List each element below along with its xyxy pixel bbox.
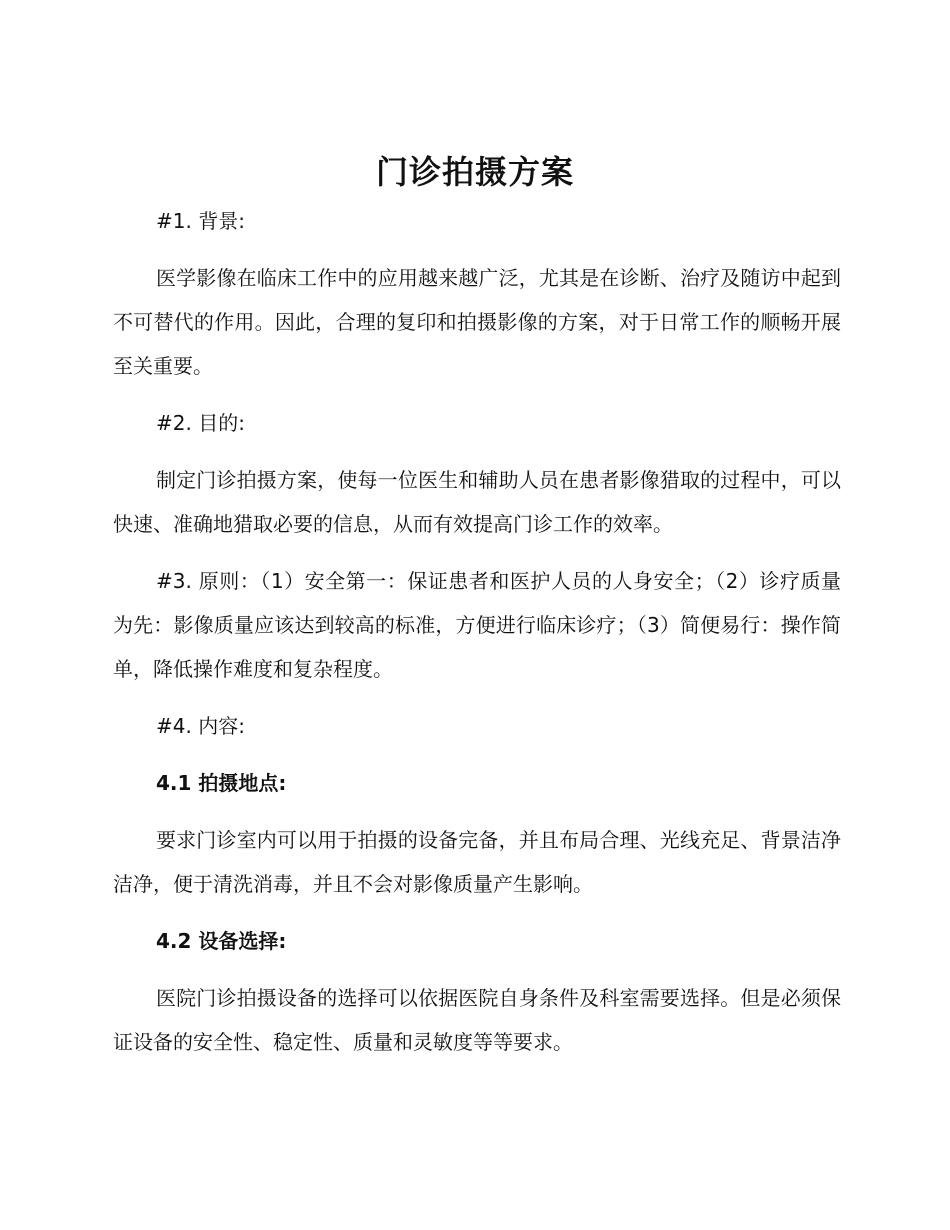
heading-purpose: #2. 目的: — [156, 411, 245, 435]
document-body — [113, 199, 841, 1077]
background-paragraph: 医学影像在临床工作中的应用越来越广泛，尤其是在诊断、治疗及随访中起到不可替代的作用。因此，合理的复印和拍摄影像的方案，对于日常工作的顺畅开展至关重要。 — [113, 266, 841, 378]
location-paragraph: 要求门诊室内可以用于拍摄的设备完备，并且布局合理、光线充足、背景洁净洁净，便于清洗消毒，并且不会对影像质量产生影响。 — [113, 828, 841, 896]
document-title: 门诊拍摄方案 — [375, 153, 574, 191]
subheading-equipment: 4.2 设备选择: — [156, 929, 287, 953]
subheading-location: 4.1 拍摄地点: — [156, 771, 287, 795]
heading-content: #4. 内容: — [156, 714, 245, 738]
equipment-paragraph: 医院门诊拍摄设备的选择可以依据医院自身条件及科室需要选择。但是必须保证设备的安全性、稳定性、质量和灵敏度等等要求。 — [113, 986, 841, 1054]
principles-paragraph: #3. 原则：（1）安全第一：保证患者和医护人员的人身安全；（2）诊疗质量为先：影像质量应该达到较高的标准，方便进行临床诊疗；（3）简便易行：操作简单，降低操作难度和复杂程度。 — [113, 569, 841, 681]
purpose-paragraph: 制定门诊拍摄方案，使每一位医生和辅助人员在患者影像猎取的过程中，可以快速、准确地猎取必要的信息，从而有效提高门诊工作的效率。 — [113, 468, 841, 536]
heading-background: #1. 背景: — [156, 209, 245, 233]
